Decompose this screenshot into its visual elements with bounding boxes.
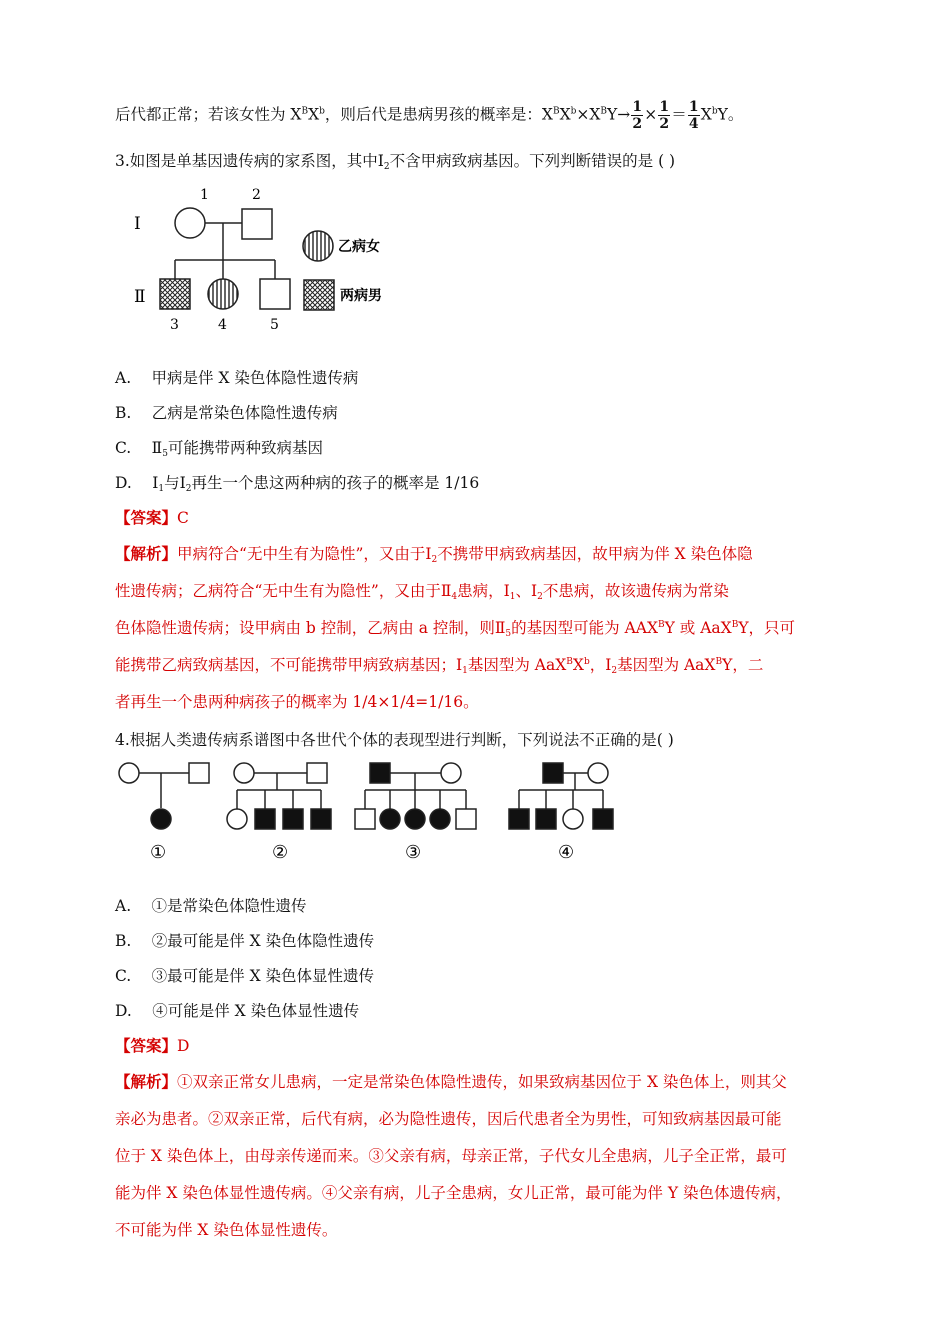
pedigree-2-son-affected [255, 809, 275, 829]
pedigree-label-1: ① [150, 842, 167, 863]
pedigree-4-father-affected [543, 763, 563, 783]
pedigree-3-father-affected [370, 763, 390, 783]
individual-number-1: 1 [200, 187, 209, 203]
q3-option-b: B. 乙病是常染色体隐性遗传病 [115, 404, 338, 422]
individual-I1-normal-female [175, 208, 205, 238]
q3-stem: 3.如图是单基因遗传病的家系图，其中$Ⅰ_2$不含甲病致病基因。下列判断错误的是 ( ) [115, 152, 676, 172]
q3-pedigree-figure [120, 180, 410, 340]
individual-II4-disease-B-female [208, 279, 238, 309]
pedigree-2-mother-normal [234, 763, 254, 783]
continued-text-line: 后代都正常；若该女性为 $X^BX^b$，则后代是患病男孩的概率是：$X^BX^b\times X^BY\to$ $\frac{1}{2}$ × $\frac{1}{2}$ ＝ $\frac{1}{4}$ $X^bY$。 [115, 99, 744, 132]
pedigree-3-daughter-affected [430, 809, 450, 829]
individual-II3-both-diseases-male [160, 279, 190, 309]
q4-option-c: C. ③最可能是伴 X 染色体显性遗传 [115, 967, 375, 985]
pedigree-3 [355, 763, 476, 829]
q3-option-c: C. $Ⅱ_5$可能携带两种致病基因 [115, 439, 323, 459]
pedigree-label-4: ④ [558, 842, 575, 863]
pedigree-3-mother-normal [441, 763, 461, 783]
pedigree-1-daughter-affected [151, 809, 171, 829]
individual-number-4: 4 [218, 317, 227, 333]
individual-II5-normal-male [260, 279, 290, 309]
pedigree-2-son-affected [283, 809, 303, 829]
pedigree-4-son-affected [509, 809, 529, 829]
fraction-one-quarter: $\frac{1}{4}$ [688, 99, 699, 132]
pedigree-3-son-normal [355, 809, 375, 829]
generation-I-label: Ⅰ [134, 214, 141, 234]
q4-analysis-line-2: 亲必为患者。②双亲正常，后代有病，必为隐性遗传，因后代患者全为男性，可知致病基因最可能 [115, 1110, 782, 1128]
q3-option-d: D. $Ⅰ_1$与$Ⅰ_2$再生一个患这两种病的孩子的概率是 1/16 [115, 474, 480, 494]
q3-option-a: A. 甲病是伴 X 染色体隐性遗传病 [115, 369, 359, 387]
q4-answer: 【答案】D [115, 1036, 190, 1055]
q3-analysis-line-5: 者再生一个患两种病孩子的概率为 1/4×1/4=1/16。 [115, 693, 479, 711]
pedigree-2-daughter-normal [227, 809, 247, 829]
pedigree-label-3: ③ [405, 842, 422, 863]
legend-both-diseases-male-label: 两病男 [340, 288, 382, 304]
q3-analysis-line-3: 色体隐性遗传病；设甲病由 b 控制，乙病由 a 控制，则$Ⅱ_5$的基因型可能为 $AAX^BY$ 或 AaX$^B$Y，只可 [115, 619, 796, 639]
q4-analysis-line-5: 不可能为伴 X 染色体显性遗传。 [115, 1221, 338, 1239]
q4-analysis-line-1: 【解析】①双亲正常女儿患病，一定是常染色体隐性遗传，如果致病基因位于 X 染色体上，则其父 [115, 1072, 787, 1091]
q4-option-a: A. ①是常染色体隐性遗传 [115, 897, 307, 915]
individual-number-2: 2 [252, 187, 261, 203]
q4-analysis-line-4: 能为伴 X 染色体显性遗传病。④父亲有病，儿子全患病，女儿正常，最可能为伴 Y 染色体遗传病， [115, 1184, 792, 1202]
q4-option-d: D. ④可能是伴 X 染色体显性遗传 [115, 1002, 360, 1020]
generation-II-label: Ⅱ [134, 287, 146, 307]
pedigree-2 [227, 763, 331, 829]
pedigree-4 [509, 763, 613, 829]
pedigree-2-son-affected [311, 809, 331, 829]
q3-answer: 【答案】C [115, 508, 189, 527]
pedigree-4-son-affected [536, 809, 556, 829]
pedigree-4-mother-normal [588, 763, 608, 783]
pedigree-4-son-affected [593, 809, 613, 829]
q3-analysis-line-4: 能携带乙病致病基因，不可能携带甲病致病基因；$Ⅰ_1$基因型为 $AaX^BX^b$，$Ⅰ_2$基因型为 AaX$^B$Y，二 [115, 656, 764, 676]
pedigree-2-father-normal [307, 763, 327, 783]
pedigree-1-mother-normal [119, 763, 139, 783]
individual-I2-normal-male [242, 209, 272, 239]
q4-pedigree-figure [110, 758, 650, 866]
pedigree-4-daughter-normal [563, 809, 583, 829]
q3-analysis-line-1: 【解析】甲病符合“无中生有为隐性”，又由于$Ⅰ_2$不携带甲病致病基因，故甲病为伴 X 染色体隐 [115, 544, 753, 565]
individual-number-3: 3 [170, 317, 179, 333]
q4-stem: 4.根据人类遗传病系谱图中各世代个体的表现型进行判断，下列说法不正确的是( ) [115, 731, 674, 749]
pedigree-3-daughter-affected [405, 809, 425, 829]
fraction-one-half: $\frac{1}{2}$ [659, 99, 670, 132]
individual-number-5: 5 [270, 317, 279, 333]
pedigree-3-son-normal [456, 809, 476, 829]
legend-disease-B-female-label: 乙病女 [338, 239, 380, 255]
pedigree-1 [119, 763, 209, 829]
q3-analysis-line-2: 性遗传病；乙病符合“无中生有为隐性”，又由于$Ⅱ_4$患病，$Ⅰ_1$、$Ⅰ_2$不患病，故该遗传病为常染 [115, 582, 729, 602]
pedigree-label-2: ② [272, 842, 289, 863]
q4-analysis-line-3: 位于 X 染色体上，由母亲传递而来。③父亲有病，母亲正常，子代女儿全患病，儿子全正常，最可 [115, 1147, 787, 1165]
pedigree-1-father-normal [189, 763, 209, 783]
fraction-one-half: $\frac{1}{2}$ [632, 99, 643, 132]
legend-disease-B-female-symbol [303, 231, 333, 261]
legend-both-diseases-male-symbol [304, 280, 334, 310]
q4-option-b: B. ②最可能是伴 X 染色体隐性遗传 [115, 932, 375, 950]
pedigree-3-daughter-affected [380, 809, 400, 829]
